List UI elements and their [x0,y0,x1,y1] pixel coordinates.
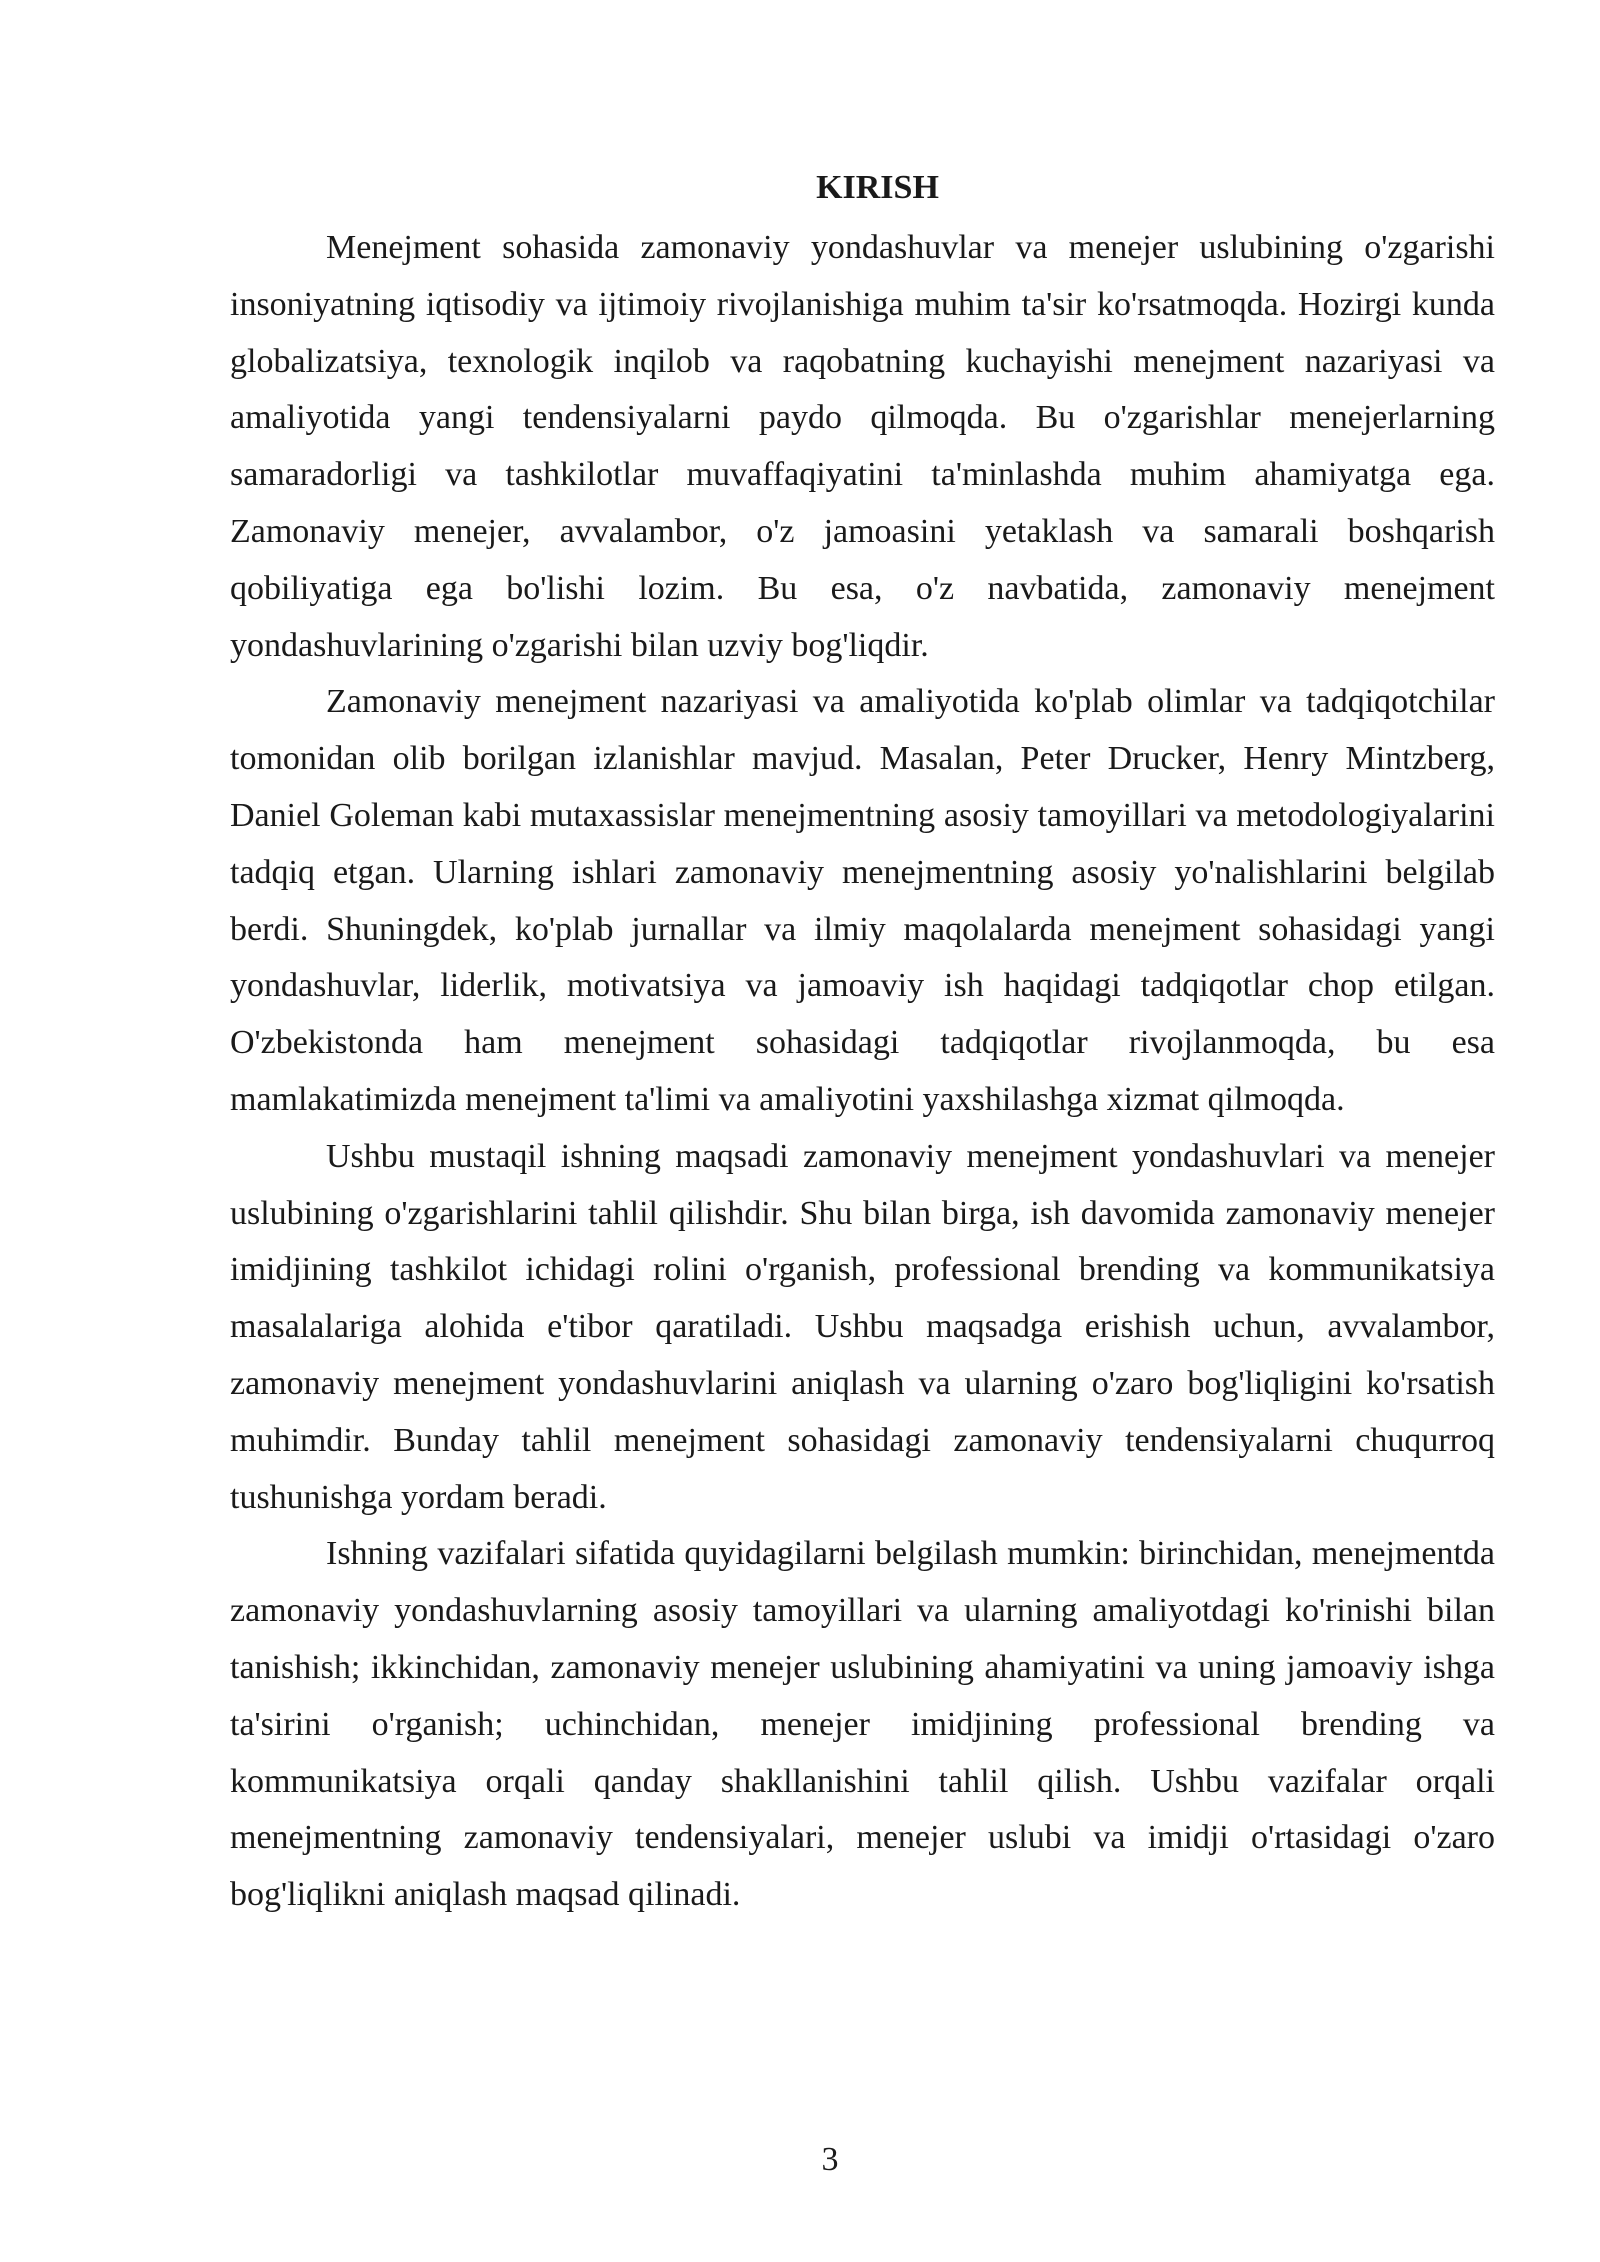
page-content [230,160,1495,1924]
paragraph-1: Menejment sohasida zamonaviy yondashuvlar va menejer uslubining o'zgarishi insoniyatning iqtisodiy va ijtimoiy rivojlanishiga muhim ta'sir ko'rsatmoqda. Hozirgi kunda globalizatsiya, texnologik inqilob va raqobatning kuchayishi menejment nazariyasi va amaliyotida yangi tendensiyalarni paydo qilmoqda. Bu o'zgarishlar menejerlarning samaradorligi va tashkilotlar muvaffaqiyatini ta'minlashda muhim ahamiyatga ega. Zamonaviy menejer, avvalambor, o'z jamoasini yetaklash va samarali boshqarish qobiliyatiga ega bo'lishi lozim. Bu esa, o'z navbatida, zamonaviy menejment yondashuvlarining o'zgarishi bilan uzviy bog'liqdir. [230,229,1495,664]
section-heading: KIRISH [816,169,939,206]
paragraph-3: Ushbu mustaqil ishning maqsadi zamonaviy menejment yondashuvlari va menejer uslubining o'zgarishlarini tahlil qilishdir. Shu bilan birga, ish davomida zamonaviy menejer imidjining tashkilot ichidagi rolini o'rganish, professional brending va kommunikatsiya masalalariga alohida e'tibor qaratiladi. Ushbu maqsadga erishish uchun, avvalambor, zamonaviy menejment yondashuvlarini aniqlash va ularning o'zaro bog'liqligini ko'rsatish muhimdir. Bunday tahlil menejment sohasidagi zamonaviy tendensiyalarni chuqurroq tushunishga yordam beradi. [230,1137,1495,1516]
paragraph-4: Ishning vazifalari sifatida quyidagilarni belgilash mumkin: birinchidan, menejmentda zamonaviy yondashuvlarning asosiy tamoyillari va ularning amaliyotdagi ko'rinishi bilan tanishish; ikkinchidan, zamonaviy menejer uslubining ahamiyatini va uning jamoaviy ishga ta'sirini o'rganish; uchinchidan, menejer imidjining professional brending va kommunikatsiya orqali qanday shakllanishini tahlil qilish. Ushbu vazifalar orqali menejmentning zamonaviy tendensiyalari, menejer uslubi va imidji o'rtasidagi o'zaro bog'liqlikni aniqlash maqsad qilinadi. [230,1535,1495,1914]
page-number: 3 [821,2141,839,2178]
paragraph-2: Zamonaviy menejment nazariyasi va amaliyotida ko'plab olimlar va tadqiqotchilar tomonidan olib borilgan izlanishlar mavjud. Masalan, Peter Drucker, Henry Mintzberg, Daniel Goleman kabi mutaxassislar menejmentning asosiy tamoyillari va metodologiyalarini tadqiq etgan. Ularning ishlari zamonaviy menejmentning asosiy yo'nalishlarini belgilab berdi. Shuningdek, ko'plab jurnallar va ilmiy maqolalarda menejment sohasidagi yangi yondashuvlar, liderlik, motivatsiya va jamoaviy ish haqidagi tadqiqotlar chop etilgan. O'zbekistonda ham menejment sohasidagi tadqiqotlar rivojlanmoqda, bu esa mamlakatimizda menejment ta'limi va amaliyotini yaxshilashga xizmat qilmoqda. [230,683,1495,1118]
